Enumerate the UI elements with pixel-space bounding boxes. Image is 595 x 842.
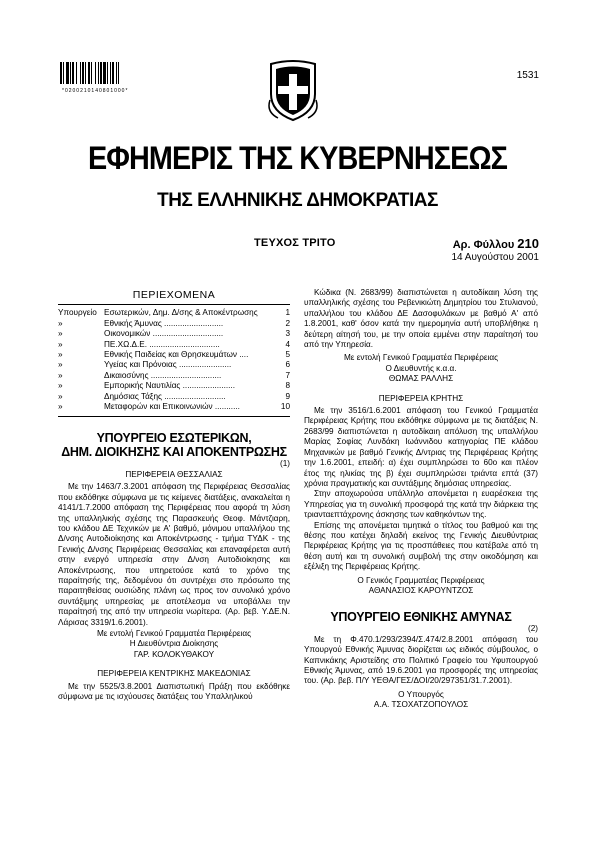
- decision-ref-2: (2): [527, 624, 538, 634]
- toc-row: [58, 392, 290, 402]
- toc-entry: Εμπορικής Ναυτιλίας .......................: [104, 381, 235, 391]
- decision-text-3c: Επίσης της απονέμεται τιμητικά ο τίτλος του βαθμού και της θέσης που κατέχει δηλαδή εκείνος της Γενικής Διευθύντριας Περιφέρειας Κρήτης για τις προσπάθειες που κατέβαλε από τη θέση αυτή και τη συνολική συμβολή της στην οικοδόμηση και εξέλιξη της Περιφέρειας Κρήτης.: [304, 520, 538, 572]
- toc-ministry: Υπουργείο: [58, 308, 97, 318]
- toc-page: 4: [285, 339, 290, 349]
- toc-row: [58, 360, 290, 370]
- toc-page: 2: [285, 318, 290, 328]
- issue-type: ΤΕΥΧΟΣ ΤΡΙΤΟ: [254, 237, 336, 249]
- barcode-number: *0200210140801000*: [62, 88, 129, 94]
- region-heading-thessaly: ΠΕΡΙΦΕΡΕΙΑ ΘΕΣΣΑΛΙΑΣ: [125, 469, 223, 479]
- signature-name-2: ΘΩΜΑΣ ΡΑΛΛΗΣ: [388, 374, 454, 384]
- toc-entry: Δικαιοσύνης ...............................: [104, 370, 222, 380]
- gazette-title: ΕΦΗΜΕΡΙΣ ΤΗΣ ΚΥΒΕΡΝΗΣΕΩΣ: [87, 140, 508, 176]
- toc-row: [58, 381, 290, 391]
- signature-line-3a: Ο Γενικός Γραμματέας Περιφέρειας: [357, 575, 485, 585]
- toc-page: 10: [280, 402, 290, 412]
- region-heading-central-macedonia: ΠΕΡΙΦΕΡΕΙΑ ΚΕΝΤΡΙΚΗΣ ΜΑΚΕΔΟΝΙΑΣ: [97, 669, 251, 679]
- signature-name-4: Α.Α. ΤΣΟΧΑΤΖΟΠΟΥΛΟΣ: [373, 700, 469, 710]
- decision-text-3b: Στην αποχωρούσα υπάλληλο απονέμεται η ευαρέσκεια της Υπηρεσίας για τη συνολική προσφορά της κατά την διάρκεια της τριανταεπτάχρονης άσκησης των καθηκόντων της.: [304, 489, 538, 520]
- issue-number: [453, 236, 539, 251]
- toc-page: 7: [285, 370, 290, 380]
- signature-line-1b: Η Διευθύντρια Διοίκησης: [129, 639, 219, 649]
- ministry-heading-line2: ΔΗΜ. ΔΙΟΙΚΗΣΗΣ ΚΑΙ ΑΠΟΚΕΝΤΡΩΣΗΣ: [61, 445, 287, 460]
- toc-row: [58, 402, 290, 412]
- decision-text-3a: Με την 3516/1.6.2001 απόφαση του Γενικού Γραμματέα Περιφέρειας Κρήτης που εκδόθηκε σύμφωνα με τις διατάξεις Ν. 2683/99 διαπιστώνεται η αυτοδίκαιη απόλυση της υπαλλήλου Μαρίας Σοφίας Λυνδάκη Ιωάννιδου κατηγορίας ΠΕ κλάδου Μηχανικών με βαθμό Γενικής Δ/ντριας της Περιφέρειας Κρήτης την 1.6.2001, επειδή: α) έχει συμπληρώσει το 60ο και πλέον έτος της ηλικίας της β) έχει συμπληρώσει τριάντα επτά (37) χρόνια πραγματικής και συντάξιμης δημόσιας υπηρεσίας.: [304, 406, 538, 488]
- toc-page: 8: [285, 381, 290, 391]
- ministry-heading-line1: ΥΠΟΥΡΓΕΙΟ ΕΣΩΤΕΡΙΚΩΝ,: [96, 431, 252, 446]
- toc-entry: Εθνικής Παιδείας και Θρησκευμάτων ....: [104, 350, 249, 360]
- toc-row: [58, 340, 290, 350]
- decision-text-2-cont: Κώδικα (Ν. 2683/99) διαπιστώνεται η αυτοδίκαιη λύση της υπαλληλικής σχέσης του Ρεβενικιώτη Δημητρίου του Στυλιανού, υπαλλήλου του κλάδου ΔΕ Δασοφυλάκων με βαθμό Α' από 1.8.2001, καθ' όσον κατά την ημερομηνία αυτή υποβλήθηκε η δεύτερη αίτησή του, με την οποία εμμένει στην παραίτησή του από την Υπηρεσία.: [304, 288, 538, 350]
- toc-ministry: »: [58, 329, 63, 339]
- toc-page: 9: [285, 391, 290, 401]
- toc-ministry: »: [58, 381, 63, 391]
- barcode: [60, 62, 144, 88]
- toc-page: 1: [285, 308, 290, 318]
- toc-entry: Δημόσιας Τάξης ...........................: [104, 391, 226, 401]
- decision-text-1: Με την 1463/7.3.2001 απόφαση της Περιφέρειας Θεσσαλίας που εκδόθηκε σύμφωνα με τις κείμενες διατάξεις, ανακαλείται η 4141/1.7.2000 απόφαση της Περιφέρειας που αφορά τη λύση της υπαλληλικής σχέσης της Παρασκευής Θεοφ. Μάντζιαρη, του κλάδου ΔΕ Τεχνικών με Α' βαθμό, μόνιμου υπαλλήλου της Δ/νσης Αυτοδιοίκησης και Αποκέντρωσης - τμήμα ΤΥΔΚ - της Γενικής Δ/νσης Περιφέρειας Θεσσαλίας και επαναφέρεται αυτή στην ενεργό υπηρεσία στην Δ/νση Αυτοδιοίκησης και Αποκέντρωσης, που υπηρετούσε κατά το χρόνο της παραίτησής της, δεδομένου ότι συντρέχει στο πρόσωπο της παραιτηθείσας ουσιώδης πλάνη ως προς τον συνολικό χρόνο συντάξιμης υπηρεσίας με αποτέλεσμα να υποβάλλει την παραίτησή της από την υπηρεσία νωρίτερα. (Αρ. βεβ. Υ.ΔΕ.Ν. Λάρισας 3319/1.6.2001).: [58, 482, 290, 627]
- signature-line-4a: Ο Υπουργός: [398, 689, 444, 699]
- decision-ref-1: (1): [279, 459, 290, 469]
- toc-entry: ΠΕ.ΧΩ.Δ.Ε. ...............................: [104, 339, 220, 349]
- toc-ministry: »: [58, 402, 63, 412]
- signature-line-1a: Με εντολή Γενικού Γραμματέα Περιφέρειας: [96, 628, 252, 638]
- right-column: [304, 288, 538, 711]
- issue-number-label: Αρ. Φύλλου: [452, 239, 515, 251]
- toc-ministry: »: [58, 318, 63, 328]
- region-heading-crete: ΠΕΡΙΦΕΡΕΙΑ ΚΡΗΤΗΣ: [378, 393, 464, 403]
- left-column: [58, 290, 290, 702]
- toc-ministry: »: [58, 339, 63, 349]
- toc-page: 5: [285, 350, 290, 360]
- barcode-bar: [119, 62, 121, 84]
- toc-entry: Μεταφορών και Επικοινωνιών ...........: [104, 402, 240, 412]
- signature-line-2a: Με εντολή Γενικού Γραμματέα Περιφέρειας: [343, 353, 499, 363]
- toc-ministry: »: [58, 370, 63, 380]
- table-of-contents: [58, 308, 290, 412]
- coat-of-arms-icon: [268, 60, 318, 122]
- signature-name-3: ΑΘΑΝΑΣΙΟΣ ΚΑΡΟΥΝΤΖΟΣ: [368, 585, 474, 595]
- toc-ministry: »: [58, 350, 63, 360]
- toc-row: [58, 329, 290, 339]
- toc-row: [58, 319, 290, 329]
- toc-entry: Οικονομικών ...............................: [104, 329, 224, 339]
- decision-text-2: Με την 5525/3.8.2001 Διαπιστωτική Πράξη που εκδόθηκε σύμφωνα με τις ισχύουσες διατάξεις του Υπαλληλικού: [58, 681, 290, 701]
- ministry-defence-heading: ΥΠΟΥΡΓΕΙΟ ΕΘΝΙΚΗΣ ΑΜΥΝΑΣ: [330, 610, 512, 625]
- toc-page: 3: [285, 329, 290, 339]
- decision-text-4: Με τη Φ.470.1/293/2394/Σ.474/2.8.2001 απόφαση του Υπουργού Εθνικής Άμυνας διορίζεται ως ειδικός σύμβουλος, ο Καπνικάκης Αριστείδης στο Πολιτικό Γραφείο του Υφυπουργού Εθνικής Άμυνας, από 19.6.2001 για προσφορές της υπηρεσίας του. (Αρ. βεβ. Π/Υ ΥΕΘΑ/ΓΕΣ/ΔΟΙ/20/297351/31.7.2001).: [304, 634, 538, 686]
- page-number: 1531: [516, 70, 539, 81]
- gazette-subtitle: ΤΗΣ ΕΛΛΗΝΙΚΗΣ ΔΗΜΟΚΡΑΤΙΑΣ: [157, 190, 438, 211]
- toc-row: [58, 350, 290, 360]
- toc-ministry: »: [58, 360, 63, 370]
- issue-number-value: 210: [517, 236, 539, 251]
- toc-row: [58, 308, 290, 318]
- toc-entry: Υγείας και Πρόνοιας .......................: [104, 360, 232, 370]
- toc-rule: [58, 304, 290, 305]
- toc-bottom-rule: [58, 416, 290, 417]
- toc-heading: ΠΕΡΙΕΧΟΜΕΝΑ: [132, 289, 216, 301]
- toc-page: 6: [285, 360, 290, 370]
- signature-name-1: ΓΑΡ. ΚΟΛΟΚΥΘΑΚΟΥ: [133, 649, 215, 659]
- toc-row: [58, 371, 290, 381]
- toc-ministry: »: [58, 391, 63, 401]
- issue-date: 14 Αυγούστου 2001: [451, 252, 539, 263]
- toc-entry: Εσωτερικών, Δημ. Δ/σης & Αποκέντρωσης: [104, 308, 258, 318]
- signature-line-2b: Ο Διευθυντής κ.α.α.: [385, 363, 457, 373]
- toc-entry: Εθνικής Άμυνας ..........................: [104, 318, 224, 328]
